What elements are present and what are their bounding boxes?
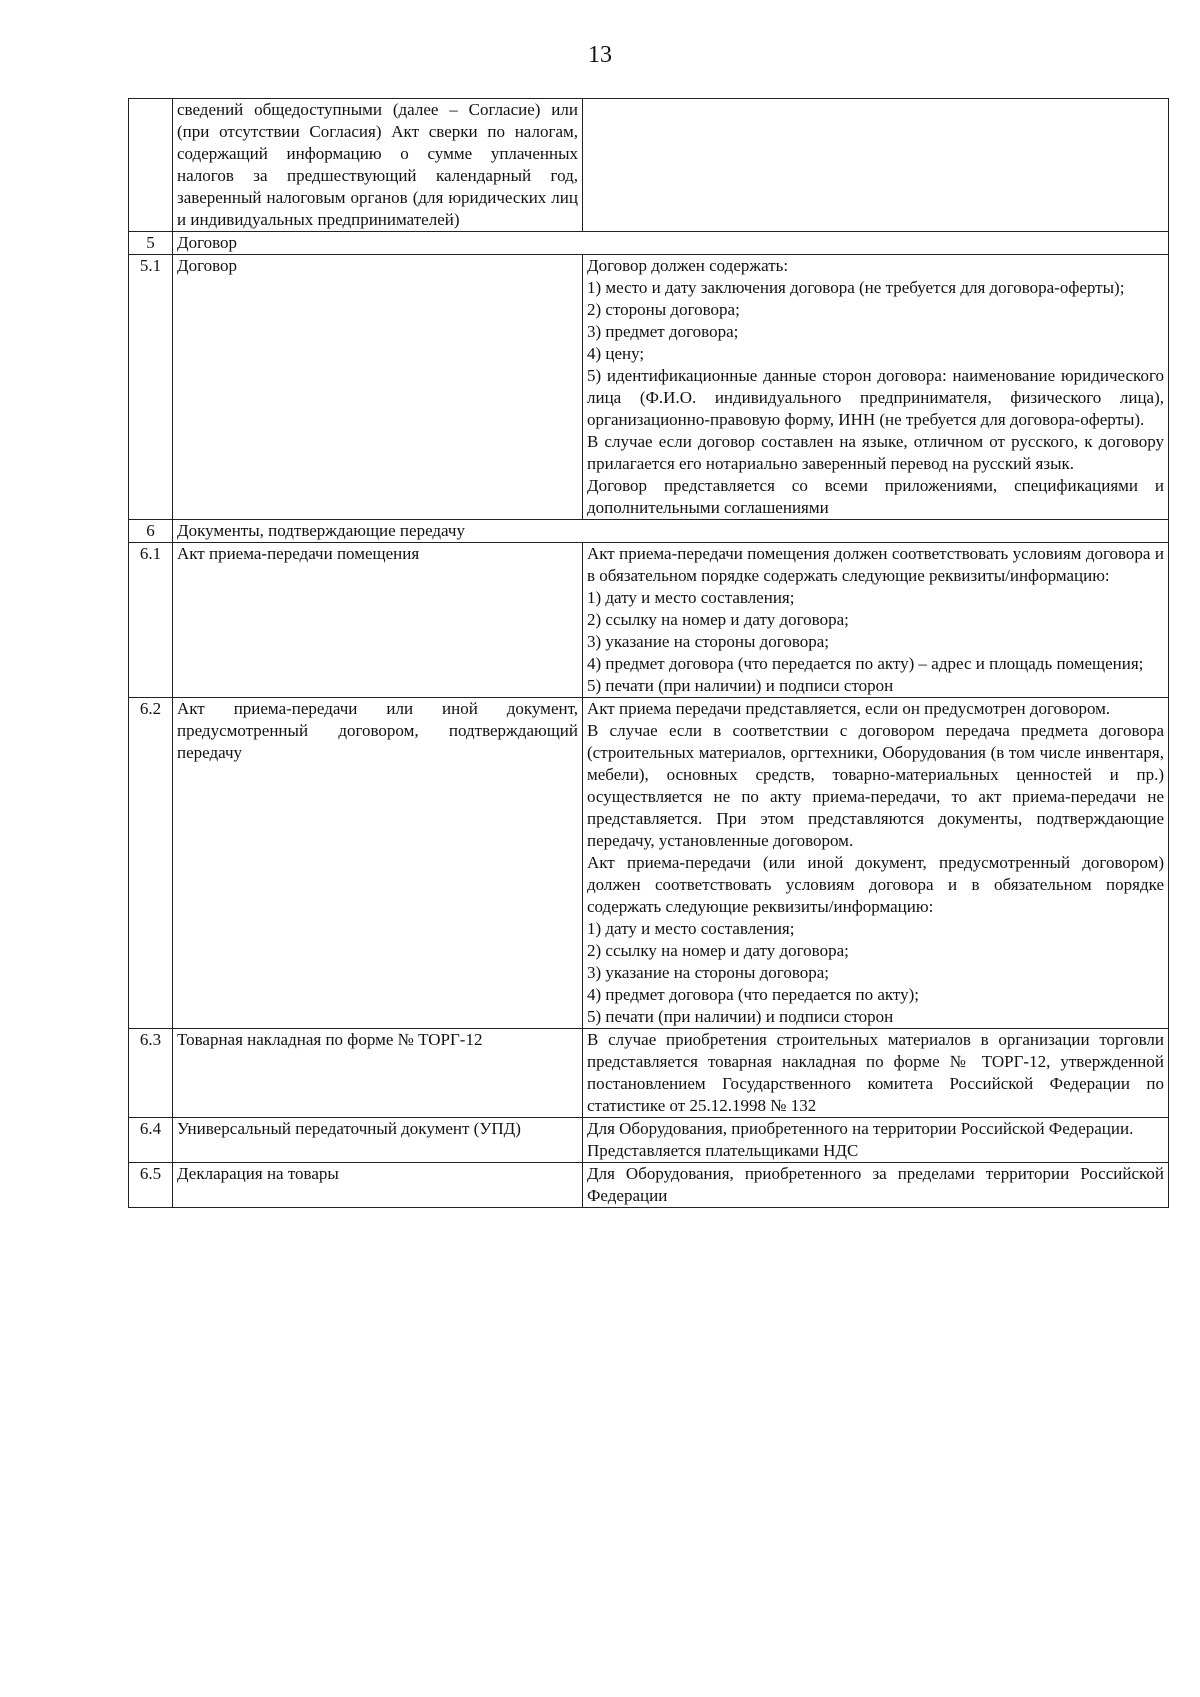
row-number	[129, 99, 173, 232]
document-name: Акт приема-передачи или иной документ, предусмотренный договором, подтверждающий передачу	[177, 699, 578, 762]
requirement-item: 1) дату и место составления;	[587, 588, 795, 607]
document-name: Универсальный передаточный документ (УПД)	[177, 1119, 521, 1138]
requirement-item: 5) идентификационные данные сторон договора: наименование юридического лица (Ф.И.О. индивидуального предпринимателя, физического лица), организационно-правовую форму, ИНН (не требуется для договора-оферты).	[587, 366, 1164, 429]
requirements-paragraph: Для Оборудования, приобретенного за пределами территории Российской Федерации	[587, 1164, 1164, 1205]
requirement-item: 4) предмет договора (что передается по акту) – адрес и площадь помещения;	[587, 654, 1144, 673]
requirements-intro: Акт приема-передачи помещения должен соответствовать условиям договора и в обязательном порядке содержать следующие реквизиты/информацию:	[587, 544, 1164, 585]
requirements-paragraph: Акт приема передачи представляется, если он предусмотрен договором.	[587, 699, 1111, 718]
document-name: Акт приема-передачи помещения	[173, 543, 583, 698]
document-name-cell	[173, 99, 583, 232]
requirements-cell	[583, 543, 1169, 698]
table-row-6-5	[129, 1163, 1169, 1208]
row-number: 6.2	[129, 698, 173, 1029]
requirements-cell	[583, 698, 1169, 1029]
requirements-paragraph: Представляется плательщиками НДС	[587, 1141, 859, 1160]
requirement-item: 4) цену;	[587, 344, 645, 363]
requirement-item: 3) предмет договора;	[587, 322, 739, 341]
requirements-table	[128, 98, 1169, 1208]
requirements-paragraph: Акт приема-передачи (или иной документ, предусмотренный договором) должен соответствовать условиям договора и в обязательном порядке содержать следующие реквизиты/информацию:	[587, 853, 1164, 916]
document-name: Договор	[173, 255, 583, 520]
page-number: 13	[588, 42, 612, 68]
requirements-cell	[583, 1029, 1169, 1118]
row-number: 6.5	[129, 1163, 173, 1208]
requirements-paragraph: Для Оборудования, приобретенного на территории Российской Федерации.	[587, 1119, 1134, 1138]
requirements-cell	[583, 255, 1169, 520]
table-row-continuation	[129, 99, 1169, 232]
row-number: 6.4	[129, 1118, 173, 1163]
requirement-item: 3) указание на стороны договора;	[587, 963, 830, 982]
table-row-6-3	[129, 1029, 1169, 1118]
table-row-6-1	[129, 543, 1169, 698]
requirements-note: В случае если договор составлен на языке, отличном от русского, к договору прилагается его нотариально заверенный перевод на русский язык.	[587, 432, 1164, 473]
requirement-item: 1) дату и место составления;	[587, 919, 795, 938]
requirement-item: 5) печати (при наличии) и подписи сторон	[587, 676, 894, 695]
requirements-paragraph: В случае приобретения строительных материалов в организации торговли представляется товарная накладная по форме № ТОРГ-12, утвержденной постановлением Государственного комитета Российской Федерации по статистике от 25.12.1998 № 132	[587, 1030, 1164, 1115]
row-number: 6.1	[129, 543, 173, 698]
table-row-6-4	[129, 1118, 1169, 1163]
section-number: 6	[129, 520, 173, 543]
requirement-item: 2) ссылку на номер и дату договора;	[587, 941, 849, 960]
document-name-cell	[173, 1118, 583, 1163]
document-name-cell	[173, 698, 583, 1029]
requirement-item: 2) стороны договора;	[587, 300, 740, 319]
row-number: 5.1	[129, 255, 173, 520]
requirement-item: 4) предмет договора (что передается по акту);	[587, 985, 920, 1004]
requirements-note: Договор представляется со всеми приложениями, спецификациями и дополнительными соглашениями	[587, 476, 1164, 517]
section-row-6	[129, 520, 1169, 543]
row-number: 6.3	[129, 1029, 173, 1118]
section-number: 5	[129, 232, 173, 255]
requirement-item: 1) место и дату заключения договора (не требуется для договора-оферты);	[587, 278, 1125, 297]
document-name: сведений общедоступными (далее – Согласие) или (при отсутствии Согласия) Акт сверки по налогам, содержащий информацию о сумме уплаченных налогов за предшествующий календарный год, заверенный налоговым органов (для юридических лиц и индивидуальных предпринимателей)	[177, 100, 578, 229]
table-row-6-2	[129, 698, 1169, 1029]
requirements-intro: Договор должен содержать:	[587, 256, 789, 275]
section-title: Договор	[173, 232, 1169, 255]
requirement-item: 5) печати (при наличии) и подписи сторон	[587, 1007, 894, 1026]
requirement-item: 2) ссылку на номер и дату договора;	[587, 610, 849, 629]
requirements-cell	[583, 99, 1169, 232]
section-title: Документы, подтверждающие передачу	[173, 520, 1169, 543]
requirements-cell	[583, 1163, 1169, 1208]
document-name: Декларация на товары	[173, 1163, 583, 1208]
table-row-5-1	[129, 255, 1169, 520]
requirements-cell	[583, 1118, 1169, 1163]
section-row-5	[129, 232, 1169, 255]
requirements-paragraph: В случае если в соответствии с договором передача предмета договора (строительных материалов, оргтехники, Оборудования (в том числе инвентаря, мебели), основных средств, товарно-материальных ценностей и пр.) осуществляется не по акту приема-передачи, то акт приема-передачи не представляется. При этом представляются документы, подтверждающие передачу, установленные договором.	[587, 721, 1164, 850]
requirement-item: 3) указание на стороны договора;	[587, 632, 830, 651]
document-name: Товарная накладная по форме № ТОРГ-12	[173, 1029, 583, 1118]
